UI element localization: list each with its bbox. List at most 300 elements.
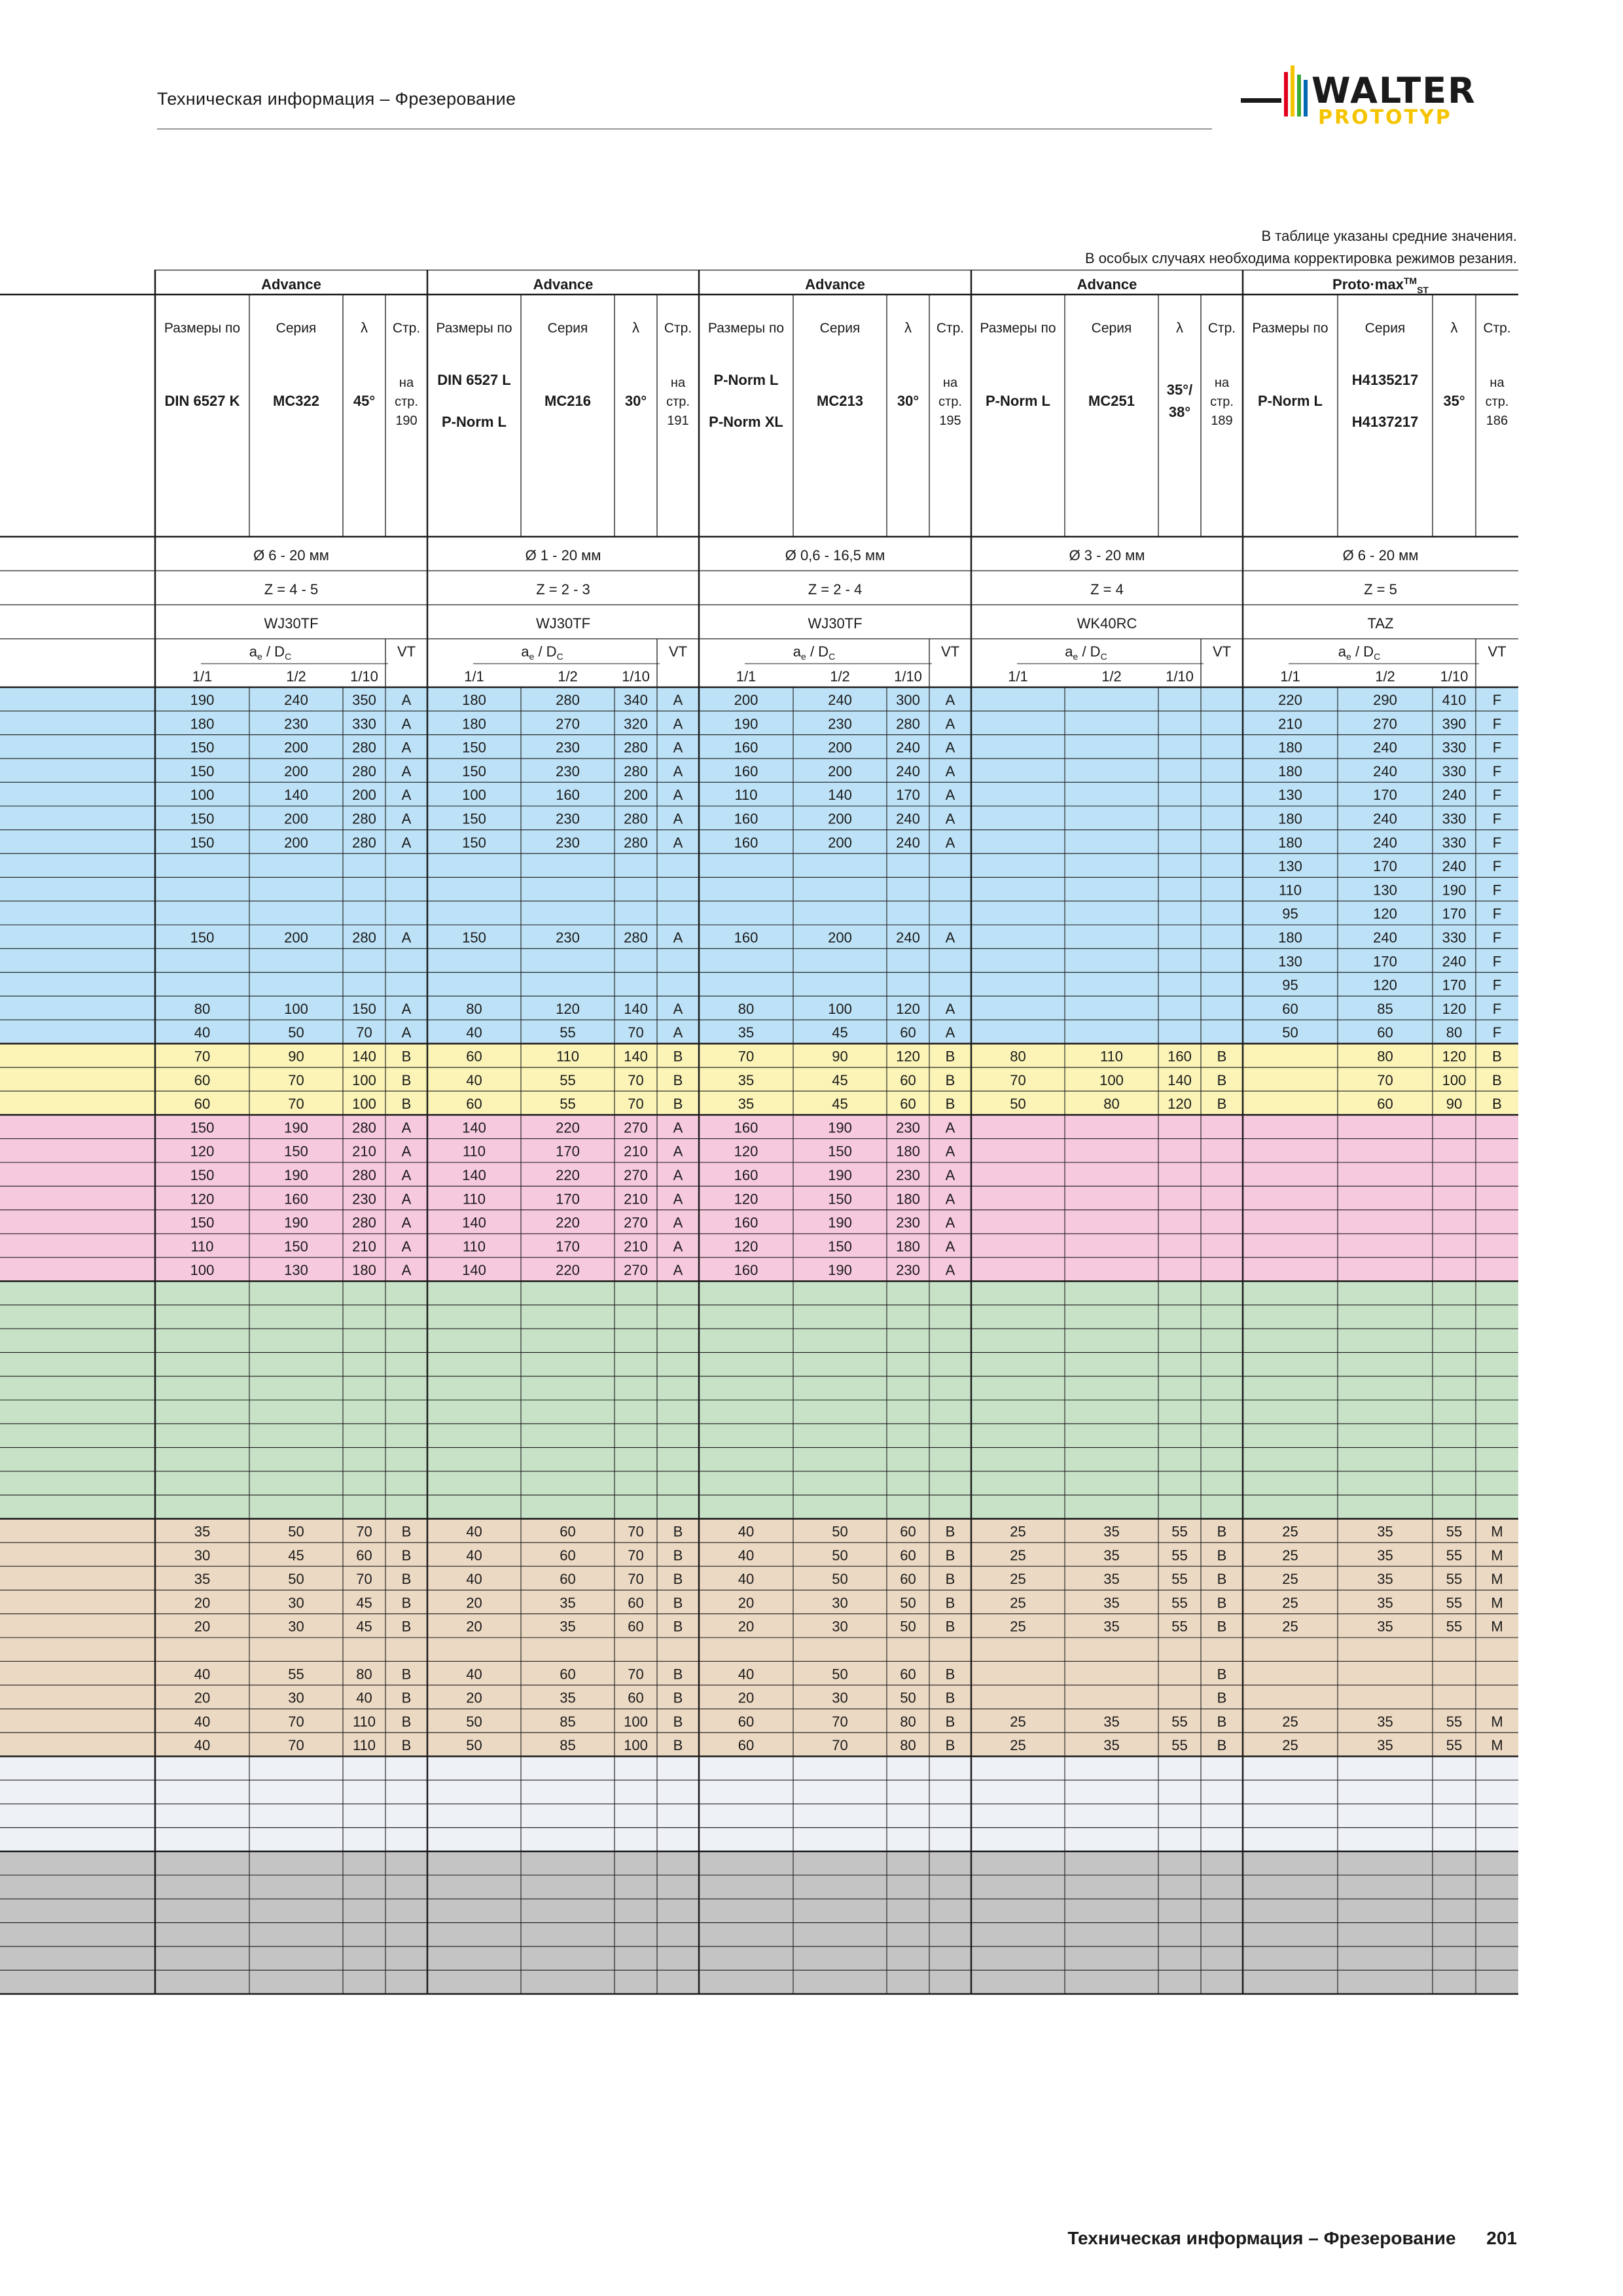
table-cell-value: B: [1217, 1713, 1227, 1730]
table-cell-value: A: [401, 929, 412, 946]
table-cell-value: B: [401, 1618, 412, 1635]
table-cell-value: 130: [1278, 787, 1302, 804]
table-cell-value: 55: [1171, 1618, 1188, 1635]
table-cell-value: A: [673, 787, 683, 804]
table-cell-value: 60: [900, 1024, 916, 1041]
table-cell-value: 100: [352, 1071, 376, 1088]
table-cell-value: B: [1492, 1096, 1502, 1113]
table-cell-value: 270: [624, 1262, 648, 1279]
table-cell-value: 240: [1442, 858, 1467, 875]
table-cell-value: A: [401, 787, 412, 804]
table-cell-value: B: [401, 1048, 412, 1065]
col-label-sizes: Размеры по: [707, 321, 785, 336]
table-cell-value: 35: [1103, 1618, 1120, 1635]
table-cell-value: 40: [738, 1571, 755, 1588]
table-cell-value: 70: [288, 1096, 304, 1113]
table-cell-value: 330: [1442, 810, 1467, 827]
table-cell-value: 140: [1168, 1071, 1192, 1088]
table-cell-value: 160: [734, 1119, 758, 1136]
table-cell-value: 40: [194, 1024, 211, 1041]
table-cell-value: 200: [284, 739, 308, 756]
table-cell-value: A: [401, 1191, 412, 1208]
table-cell-value: 35: [560, 1618, 576, 1635]
fraction-1-1: 1/1: [192, 668, 213, 685]
table-cell-value: F: [1492, 977, 1502, 994]
table-cell-value: 70: [832, 1713, 848, 1730]
table-cell-value: A: [401, 739, 412, 756]
catalog-page-ref: 186: [1486, 414, 1508, 428]
fraction-1-2: 1/2: [286, 668, 306, 685]
table-cell-value: 45: [832, 1024, 848, 1041]
table-cell-value: 180: [1278, 810, 1302, 827]
table-cell-value: A: [945, 1262, 955, 1279]
table-cell-value: 280: [624, 929, 648, 946]
fraction-1-1: 1/1: [1008, 668, 1028, 685]
table-cell-value: 190: [1442, 882, 1467, 899]
table-cell-value: 50: [288, 1024, 304, 1041]
table-cell-value: 25: [1010, 1737, 1026, 1754]
teeth-count: Z = 4: [1090, 581, 1124, 598]
ae-dc-label: $a_e / D_C$: [1338, 643, 1381, 662]
table-cell-value: B: [945, 1689, 955, 1706]
table-cell-value: 50: [900, 1689, 916, 1706]
table-cell-value: B: [1492, 1071, 1502, 1088]
table-cell-value: F: [1492, 762, 1502, 780]
table-cell-value: 55: [288, 1666, 304, 1683]
table-cell-value: A: [673, 1119, 683, 1136]
table-cell-value: 25: [1282, 1571, 1298, 1588]
table-cell-value: 240: [1373, 929, 1397, 946]
table-cell-value: 110: [352, 1737, 376, 1754]
table-cell-value: 150: [190, 1167, 215, 1183]
table-cell-value: 60: [560, 1666, 576, 1683]
row-band-green: [0, 1376, 1518, 1400]
table-cell-value: 55: [1446, 1713, 1463, 1730]
table-cell-value: A: [945, 762, 955, 780]
table-cell-value: 150: [190, 1214, 215, 1231]
table-cell-value: 230: [556, 739, 580, 756]
table-cell-value: 280: [352, 929, 376, 946]
row-band-green: [0, 1305, 1518, 1329]
table-cell-value: B: [1217, 1523, 1227, 1540]
table-cell-value: 270: [624, 1214, 648, 1231]
table-cell-value: 35: [1377, 1571, 1393, 1588]
table-cell-value: A: [945, 1191, 955, 1208]
table-cell-value: 160: [734, 810, 758, 827]
row-band-green: [0, 1495, 1518, 1518]
table-cell-value: B: [401, 1571, 412, 1588]
table-cell-value: 95: [1282, 977, 1298, 994]
col-label-page: Стр.: [1207, 321, 1236, 336]
table-cell-value: 280: [352, 834, 376, 851]
table-cell-value: 35: [1377, 1523, 1393, 1540]
table-cell-value: 70: [194, 1048, 211, 1065]
table-cell-value: 70: [356, 1024, 372, 1041]
catalog-page-ref: на: [670, 376, 686, 390]
table-cell-value: 170: [1442, 977, 1467, 994]
table-cell-value: B: [401, 1594, 412, 1611]
table-cell-value: 280: [896, 715, 920, 732]
table-cell-value: A: [673, 1143, 683, 1160]
table-cell-value: 50: [288, 1523, 304, 1540]
table-cell-value: 140: [624, 1000, 648, 1017]
table-cell-value: 120: [734, 1238, 758, 1255]
row-band-yellow: [0, 1067, 1518, 1091]
table-cell-value: B: [401, 1713, 412, 1730]
table-cell-value: B: [401, 1523, 412, 1540]
table-cell-value: F: [1492, 810, 1502, 827]
row-band-lightgray: [0, 1827, 1518, 1851]
row-band-gray: [0, 1852, 1518, 1875]
table-cell-value: 170: [556, 1191, 580, 1208]
tool-size-norm: P-Norm L: [713, 372, 779, 388]
ae-dc-label: $a_e / D_C$: [793, 643, 836, 662]
table-cell-value: 70: [1377, 1071, 1393, 1088]
table-cell-value: A: [673, 715, 683, 732]
table-cell-value: 140: [462, 1167, 486, 1183]
table-cell-value: 30: [832, 1618, 848, 1635]
tool-size-norm: P-Norm L: [1258, 393, 1323, 409]
note-line: В особых случаях необходима корректировка режимов резания.: [1084, 250, 1517, 266]
helix-angle: 35°/: [1166, 382, 1193, 398]
table-cell-value: 60: [1282, 1000, 1298, 1017]
table-cell-value: 240: [284, 692, 308, 708]
table-cell-value: 35: [560, 1689, 576, 1706]
col-label-sizes: Размеры по: [436, 321, 512, 336]
walter-prototyp-logo: [1241, 60, 1522, 137]
table-cell-value: 160: [1168, 1048, 1192, 1065]
table-cell-value: 240: [1373, 739, 1397, 756]
table-cell-value: 35: [194, 1571, 211, 1588]
table-cell-value: 230: [284, 715, 308, 732]
row-band-pink: [0, 1186, 1518, 1210]
table-cell-value: A: [401, 1238, 412, 1255]
tool-series: MC213: [817, 393, 863, 409]
table-cell-value: 170: [556, 1238, 580, 1255]
table-cell-value: 25: [1282, 1713, 1298, 1730]
table-cell-value: 180: [1278, 929, 1302, 946]
table-cell-value: F: [1492, 905, 1502, 922]
table-cell-value: 190: [190, 692, 215, 708]
table-cell-value: 40: [466, 1666, 482, 1683]
table-cell-value: 190: [284, 1214, 308, 1231]
table-cell-value: B: [1217, 1071, 1227, 1088]
fraction-1-10: 1/10: [894, 668, 922, 685]
table-cell-value: F: [1492, 787, 1502, 804]
table-cell-value: 100: [624, 1713, 648, 1730]
table-cell-value: 70: [628, 1024, 644, 1041]
table-cell-value: A: [945, 929, 955, 946]
row-band-pink: [0, 1115, 1518, 1138]
table-cell-value: 110: [352, 1713, 376, 1730]
fraction-1-1: 1/1: [464, 668, 484, 685]
table-cell-value: A: [401, 810, 412, 827]
table-cell-value: 160: [734, 739, 758, 756]
table-cell-value: 280: [352, 739, 376, 756]
table-cell-value: 45: [832, 1096, 848, 1113]
table-cell-value: 80: [466, 1000, 482, 1017]
table-cell-value: 100: [1442, 1071, 1467, 1088]
table-cell-value: 230: [556, 810, 580, 827]
table-cell-value: B: [1217, 1048, 1227, 1065]
table-cell-value: 100: [352, 1096, 376, 1113]
table-cell-value: 120: [1373, 905, 1397, 922]
table-cell-value: A: [673, 692, 683, 708]
table-cell-value: 60: [900, 1571, 916, 1588]
table-cell-value: 270: [624, 1119, 648, 1136]
table-cell-value: 210: [624, 1238, 648, 1255]
table-cell-value: 70: [628, 1071, 644, 1088]
catalog-page-ref: на: [1489, 376, 1505, 390]
table-cell-value: 230: [896, 1214, 920, 1231]
table-cell-value: 160: [734, 762, 758, 780]
table-cell-value: 140: [828, 787, 852, 804]
table-cell-value: 25: [1282, 1737, 1298, 1754]
table-cell-value: 160: [734, 1262, 758, 1279]
teeth-count: Z = 5: [1364, 581, 1397, 598]
table-cell-value: 280: [352, 810, 376, 827]
table-cell-value: 55: [1171, 1571, 1188, 1588]
table-cell-value: 40: [356, 1689, 372, 1706]
header-divider: [157, 128, 1212, 130]
table-cell-value: M: [1491, 1713, 1503, 1730]
helix-angle: 35°: [1443, 393, 1465, 409]
table-cell-value: A: [945, 787, 955, 804]
table-cell-value: 85: [1377, 1000, 1393, 1017]
table-cell-value: M: [1491, 1618, 1503, 1635]
table-cell-value: 30: [288, 1594, 304, 1611]
tool-size-norm: DIN 6527 L: [437, 372, 511, 388]
table-cell-value: 230: [352, 1191, 376, 1208]
table-cell-value: A: [945, 1238, 955, 1255]
table-cell-value: 90: [288, 1048, 304, 1065]
table-cell-value: 20: [194, 1618, 211, 1635]
table-cell-value: 200: [828, 929, 852, 946]
table-cell-value: 20: [738, 1618, 755, 1635]
table-cell-value: 220: [556, 1262, 580, 1279]
row-band-pink: [0, 1139, 1518, 1162]
table-cell-value: 110: [734, 787, 758, 804]
table-cell-value: 210: [352, 1143, 376, 1160]
table-cell-value: 210: [624, 1143, 648, 1160]
table-cell-value: A: [673, 1214, 683, 1231]
table-cell-value: 180: [352, 1262, 376, 1279]
table-cell-value: 30: [832, 1594, 848, 1611]
table-cell-value: 70: [628, 1523, 644, 1540]
table-cell-value: 270: [624, 1167, 648, 1183]
table-cell-value: 25: [1010, 1594, 1026, 1611]
table-cell-value: 170: [1373, 858, 1397, 875]
table-cell-value: 150: [828, 1143, 852, 1160]
table-cell-value: A: [945, 1214, 955, 1231]
table-cell-value: 170: [1442, 905, 1467, 922]
teeth-count: Z = 4 - 5: [264, 581, 319, 598]
carbide-grade: WJ30TF: [264, 615, 319, 632]
row-band-gray: [0, 1875, 1518, 1899]
table-cell-value: 270: [1373, 715, 1397, 732]
table-cell-value: F: [1492, 1000, 1502, 1017]
row-band-tan: [0, 1638, 1518, 1661]
table-cell-value: A: [673, 834, 683, 851]
table-cell-value: 35: [738, 1024, 755, 1041]
table-cell-value: 330: [352, 715, 376, 732]
fraction-1-10: 1/10: [350, 668, 378, 685]
table-cell-value: 20: [194, 1689, 211, 1706]
table-cell-value: 200: [828, 834, 852, 851]
table-cell-value: 55: [560, 1024, 576, 1041]
table-cell-value: 40: [194, 1713, 211, 1730]
group-brand: Advance: [805, 276, 865, 293]
table-cell-value: 70: [832, 1737, 848, 1754]
table-cell-value: 220: [556, 1214, 580, 1231]
table-cell-value: 25: [1010, 1618, 1026, 1635]
row-band-green: [0, 1352, 1518, 1376]
table-cell-value: 50: [900, 1594, 916, 1611]
diameter-range: Ø 6 - 20 мм: [1342, 547, 1419, 564]
col-label-sizes: Размеры по: [980, 321, 1056, 336]
table-cell-value: A: [401, 1262, 412, 1279]
brand-subname: PROTOTYP: [1318, 106, 1452, 129]
group-brand: $Proto\cdot\max™_{ST}$: [1332, 276, 1429, 295]
diameter-range: Ø 6 - 20 мм: [253, 547, 329, 564]
table-cell-value: 55: [1446, 1737, 1463, 1754]
table-cell-value: 55: [1171, 1594, 1188, 1611]
table-cell-value: 40: [194, 1737, 211, 1754]
table-cell-value: 100: [190, 1262, 215, 1279]
table-cell-value: 55: [1446, 1547, 1463, 1564]
diameter-range: Ø 3 - 20 мм: [1069, 547, 1145, 564]
table-cell-value: 190: [734, 715, 758, 732]
table-cell-value: 110: [556, 1048, 580, 1065]
table-cell-value: 150: [828, 1191, 852, 1208]
table-cell-value: A: [945, 834, 955, 851]
helix-angle: 30°: [624, 393, 647, 409]
fraction-1-10: 1/10: [1440, 668, 1469, 685]
catalog-page-ref: стр.: [395, 395, 418, 409]
table-cell-value: B: [945, 1618, 955, 1635]
table-cell-value: B: [401, 1071, 412, 1088]
catalog-page-ref: на: [942, 376, 958, 390]
table-cell-value: 280: [556, 692, 580, 708]
table-cell-value: A: [673, 929, 683, 946]
group-brand: Advance: [533, 276, 594, 293]
table-cell-value: 60: [900, 1071, 916, 1088]
table-cell-value: 200: [352, 787, 376, 804]
table-cell-value: 40: [466, 1024, 482, 1041]
table-cell-value: 50: [288, 1571, 304, 1588]
teeth-count: Z = 2 - 3: [536, 581, 590, 598]
table-cell-value: 110: [1278, 882, 1302, 899]
table-cell-value: B: [673, 1737, 683, 1754]
table-cell-value: 25: [1010, 1571, 1026, 1588]
table-cell-value: A: [401, 715, 412, 732]
table-cell-value: 120: [896, 1000, 920, 1017]
table-cell-value: B: [1492, 1048, 1502, 1065]
table-cell-value: 40: [194, 1666, 211, 1683]
helix-angle: 38°: [1168, 404, 1191, 420]
table-cell-value: 120: [190, 1143, 215, 1160]
table-cell-value: 330: [1442, 739, 1467, 756]
table-cell-value: 35: [738, 1071, 755, 1088]
col-label-page: Стр.: [1483, 321, 1511, 336]
vt-label: VT: [940, 643, 960, 660]
table-cell-value: 50: [1282, 1024, 1298, 1041]
table-cell-value: 35: [1377, 1713, 1393, 1730]
table-cell-value: 110: [462, 1143, 486, 1160]
table-cell-value: F: [1492, 834, 1502, 851]
fraction-1-10: 1/10: [1166, 668, 1194, 685]
table-cell-value: 150: [190, 929, 215, 946]
table-cell-value: 200: [284, 762, 308, 780]
table-cell-value: 150: [190, 739, 215, 756]
table-cell-value: 160: [556, 787, 580, 804]
table-cell-value: 120: [734, 1143, 758, 1160]
table-cell-value: 60: [560, 1547, 576, 1564]
col-label-lambda: λ: [1450, 319, 1458, 336]
table-cell-value: A: [401, 762, 412, 780]
col-label-sizes: Размеры по: [1252, 321, 1329, 336]
table-cell-value: M: [1491, 1594, 1503, 1611]
table-cell-value: 200: [828, 739, 852, 756]
col-label-series: Серия: [1364, 321, 1406, 336]
table-cell-value: B: [1217, 1096, 1227, 1113]
table-cell-value: 340: [624, 692, 648, 708]
table-cell-value: M: [1491, 1571, 1503, 1588]
table-cell-value: B: [945, 1071, 955, 1088]
page-footer: [1067, 2228, 1517, 2249]
table-cell-value: 90: [832, 1048, 848, 1065]
table-cell-value: 60: [356, 1547, 372, 1564]
table-cell-value: 100: [190, 787, 215, 804]
table-cell-value: 45: [356, 1618, 372, 1635]
note-line: В таблице указаны средние значения.: [1261, 228, 1517, 244]
table-cell-value: 55: [1171, 1737, 1188, 1754]
table-cell-value: 80: [900, 1737, 916, 1754]
table-cell-value: F: [1492, 715, 1502, 732]
tool-series: MC251: [1088, 393, 1135, 409]
fraction-1-2: 1/2: [1375, 668, 1395, 685]
table-cell-value: F: [1492, 692, 1502, 708]
table-cell-value: 55: [1171, 1713, 1188, 1730]
table-cell-value: 35: [1377, 1594, 1393, 1611]
table-cell-value: 220: [556, 1119, 580, 1136]
table-cell-value: 410: [1442, 692, 1467, 708]
table-cell-value: A: [401, 1119, 412, 1136]
table-cell-value: 240: [896, 739, 920, 756]
table-cell-value: 150: [462, 762, 486, 780]
table-cell-value: 150: [828, 1238, 852, 1255]
table-cell-value: 300: [896, 692, 920, 708]
table-cell-value: 30: [194, 1547, 211, 1564]
table-cell-value: 60: [738, 1713, 755, 1730]
table-cell-value: 190: [828, 1167, 852, 1183]
table-cell-value: 70: [288, 1713, 304, 1730]
fraction-1-2: 1/2: [1101, 668, 1122, 685]
table-cell-value: A: [673, 739, 683, 756]
table-cell-value: B: [945, 1048, 955, 1065]
table-cell-value: 55: [1446, 1523, 1463, 1540]
table-cell-value: A: [945, 810, 955, 827]
table-cell-value: 60: [466, 1048, 482, 1065]
table-cell-value: A: [945, 715, 955, 732]
table-cell-value: 190: [828, 1214, 852, 1231]
table-cell-value: 35: [1103, 1547, 1120, 1564]
table-cell-value: 140: [624, 1048, 648, 1065]
row-band-lightgray: [0, 1757, 1518, 1780]
table-cell-value: 150: [462, 739, 486, 756]
table-cell-value: 60: [900, 1523, 916, 1540]
table-cell-value: 60: [628, 1594, 644, 1611]
